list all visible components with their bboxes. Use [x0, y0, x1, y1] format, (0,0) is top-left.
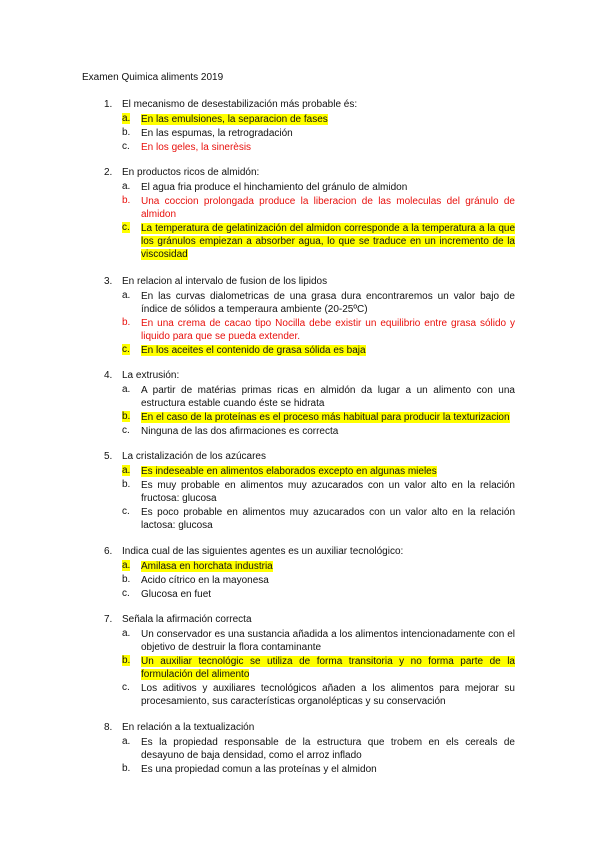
q8-option-a: Es la propiedad responsable de la estructura que trobem en els cereals de desayuno de baja densidad, como el arroz inflado	[141, 737, 515, 761]
question-2-number: 2.	[104, 167, 113, 178]
question-8-text: En relación a la textualización	[122, 722, 255, 733]
question-3-text: En relacion al intervalo de fusion de los lipidos	[122, 276, 328, 287]
q5-option-a: Es indeseable en alimentos elaborados excepto en algunas mieles	[141, 466, 437, 477]
question-5-number: 5.	[104, 451, 113, 462]
q7-option-c-letter: c.	[122, 682, 130, 693]
q4-option-c-letter: c.	[122, 425, 130, 436]
question-4-text: La extrusión:	[122, 370, 180, 381]
q1-option-b-letter: b.	[122, 127, 131, 138]
q2-option-a-letter: a.	[122, 181, 131, 192]
q2-option-b-letter: b.	[122, 195, 131, 206]
question-7-number: 7.	[104, 614, 113, 625]
q8-option-b-letter: b.	[122, 763, 131, 774]
q1-option-c-letter: c.	[122, 141, 130, 152]
q1-option-a-letter: a.	[122, 113, 131, 124]
q7-option-c: Los aditivos y auxiliares tecnológicos añaden a los alimentos para mejorar su procesamiento, sus características organolépticas y su conservación	[141, 683, 515, 707]
q7-option-a-letter: a.	[122, 628, 131, 639]
q3-option-b-letter: b.	[122, 317, 131, 328]
question-8-number: 8.	[104, 722, 113, 733]
q3-option-b: En una crema de cacao tipo Nocilla debe existir un equilibrio entre grasa sólido y liquido para que se pueda extender.	[141, 318, 515, 342]
q4-option-b: En el caso de la proteínas es el proceso más habitual para producir la texturizacion	[141, 412, 510, 423]
q4-option-b-letter: b.	[122, 411, 131, 422]
q2-option-c-letter: c.	[122, 222, 130, 233]
q6-option-a: Amilasa en horchata industria	[141, 561, 273, 572]
q4-option-c: Ninguna de las dos afirmaciones es correcta	[141, 426, 339, 437]
q3-option-c: En los aceites el contenido de grasa sólida es baja	[141, 345, 366, 356]
q8-option-a-letter: a.	[122, 736, 131, 747]
q3-option-a: En las curvas dialometricas de una grasa dura encontraremos un valor bajo de índice de sólidos a temperaura ambiente (20-25ºC)	[141, 291, 515, 315]
question-4-number: 4.	[104, 370, 113, 381]
q6-option-c: Glucosa en fuet	[141, 589, 212, 600]
question-2-text: En productos ricos de almidón:	[122, 167, 260, 178]
q5-option-c: Es poco probable en alimentos muy azucarados con un valor alto en la relación lactosa: glucosa	[141, 507, 515, 531]
q3-option-c-letter: c.	[122, 344, 130, 355]
q6-option-b-letter: b.	[122, 574, 131, 585]
q4-option-a: A partir de matérias primas ricas en almidón da lugar a un alimento con una estructura estable cuando éste se hidrata	[141, 385, 515, 409]
q2-option-b: Una coccion prolongada produce la liberacion de las moleculas del gránulo de almidon	[141, 196, 515, 220]
q5-option-a-letter: a.	[122, 465, 131, 476]
document-title: Examen Quimica aliments 2019	[82, 72, 224, 83]
q7-option-b: Un auxiliar tecnológic se utiliza de forma transitoria y no forma parte de la formulación del alimento	[141, 656, 515, 680]
q8-option-b: Es una propiedad comun a las proteínas y el almidon	[141, 764, 377, 775]
q1-option-c: En los geles, la sinerèsis	[141, 142, 252, 153]
question-5-text: La cristalización de los azúcares	[122, 451, 266, 462]
question-6-text: Indica cual de las siguientes agentes es un auxiliar tecnológico:	[122, 546, 404, 557]
q7-option-a: Un conservador es una sustancia añadida a los alimentos intencionadamente con el objetivo de destruir la flora contaminante	[141, 629, 515, 653]
q5-option-b-letter: b.	[122, 479, 131, 490]
q3-option-a-letter: a.	[122, 290, 131, 301]
q6-option-b: Acido cítrico en la mayonesa	[141, 575, 269, 586]
q1-option-a: En las emulsiones, la separacion de fases	[141, 114, 328, 125]
question-1-text: El mecanismo de desestabilización más probable és:	[122, 99, 358, 110]
q7-option-b-letter: b.	[122, 655, 131, 666]
question-6-number: 6.	[104, 546, 113, 557]
q4-option-a-letter: a.	[122, 384, 131, 395]
question-1-number: 1.	[104, 99, 113, 110]
q6-option-c-letter: c.	[122, 588, 130, 599]
q1-option-b: En las espumas, la retrogradación	[141, 128, 293, 139]
question-3-number: 3.	[104, 276, 113, 287]
question-7-text: Señala la afirmación correcta	[122, 614, 252, 625]
q2-option-a: El agua fria produce el hinchamiento del gránulo de almidon	[141, 182, 408, 193]
q5-option-b: Es muy probable en alimentos muy azucarados con un valor alto en la relación fructosa: glucosa	[141, 480, 515, 504]
q6-option-a-letter: a.	[122, 560, 131, 571]
q5-option-c-letter: c.	[122, 506, 130, 517]
q2-option-c: La temperatura de gelatinización del almidon corresponde a la temperatura a la que los gránulos empiezan a absorber agua, lo que se traduce en un incremento de la viscosidad	[141, 223, 515, 260]
